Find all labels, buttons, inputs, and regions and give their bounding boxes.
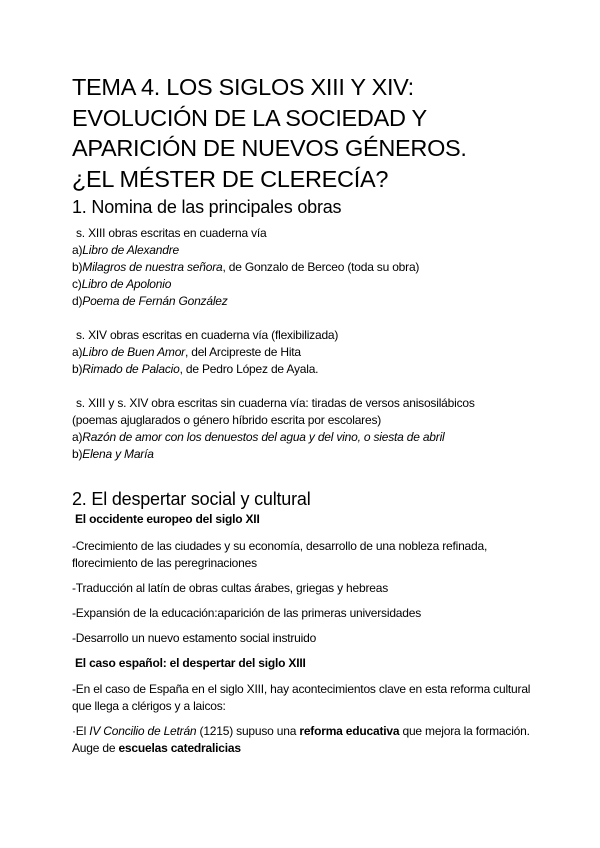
bullet-paragraph: -Desarrollo un nuevo estamento social instruido: [72, 631, 317, 645]
title-line: ¿EL MÉSTER DE CLERECÍA?: [72, 165, 389, 192]
group14-intro: s. XIV obras escritas en cuaderna vía (flexibilizada): [76, 328, 339, 342]
list-item: a)Razón de amor con los denuestos del agua y del vino, o siesta de abril: [72, 430, 445, 444]
subsection-heading: El caso español: el despertar del siglo XIII: [75, 656, 306, 670]
list-item: b)Elena y María: [72, 447, 154, 461]
document-page: [72, 72, 542, 757]
group-mixed-intro: s. XIII y s. XIV obra escritas sin cuaderna vía: tiradas de versos anisosilábicos: [76, 396, 475, 410]
title-line: TEMA 4. LOS SIGLOS XIII Y XIV:: [72, 74, 414, 100]
paragraph: -En el caso de España en el siglo XIII, hay acontecimientos clave en esta reforma cultural que llega a clérigos y a laicos:: [72, 682, 531, 713]
bullet-paragraph: -Crecimiento de las ciudades y su economía, desarrollo de una nobleza refinada, florecimiento de las peregrinaciones: [72, 539, 488, 570]
paragraph: ·El IV Concilio de Letrán (1215) supuso una reforma educativa que mejora la formación. Auge de escuelas catedralicias: [72, 724, 530, 755]
group-mixed-intro-cont: (poemas ajuglarados o género híbrido escrita por escolares): [72, 413, 382, 427]
bullet-paragraph: -Traducción al latín de obras cultas árabes, griegas y hebreas: [72, 581, 389, 595]
section2-heading: 2. El despertar social y cultural: [72, 489, 311, 509]
bullet-paragraph: -Expansión de la educación:aparición de las primeras universidades: [72, 606, 422, 620]
list-item: d)Poema de Fernán González: [72, 294, 228, 308]
list-item: a)Libro de Alexandre: [72, 243, 179, 257]
subsection-heading: El occidente europeo del siglo XII: [75, 512, 260, 526]
title-line: EVOLUCIÓN DE LA SOCIEDAD Y: [72, 104, 427, 131]
title-line: APARICIÓN DE NUEVOS GÉNEROS.: [72, 135, 467, 161]
list-item: c)Libro de Apolonio: [72, 277, 172, 291]
list-item: a)Libro de Buen Amor, del Arcipreste de Hita: [72, 345, 301, 359]
list-item: b)Rimado de Palacio, de Pedro López de Ayala.: [72, 362, 319, 376]
list-item: b)Milagros de nuestra señora, de Gonzalo de Berceo (toda su obra): [72, 260, 420, 274]
section1-heading: 1. Nomina de las principales obras: [72, 197, 342, 217]
page-title: [72, 72, 542, 194]
group13-intro: s. XIII obras escritas en cuaderna vía: [76, 226, 267, 240]
